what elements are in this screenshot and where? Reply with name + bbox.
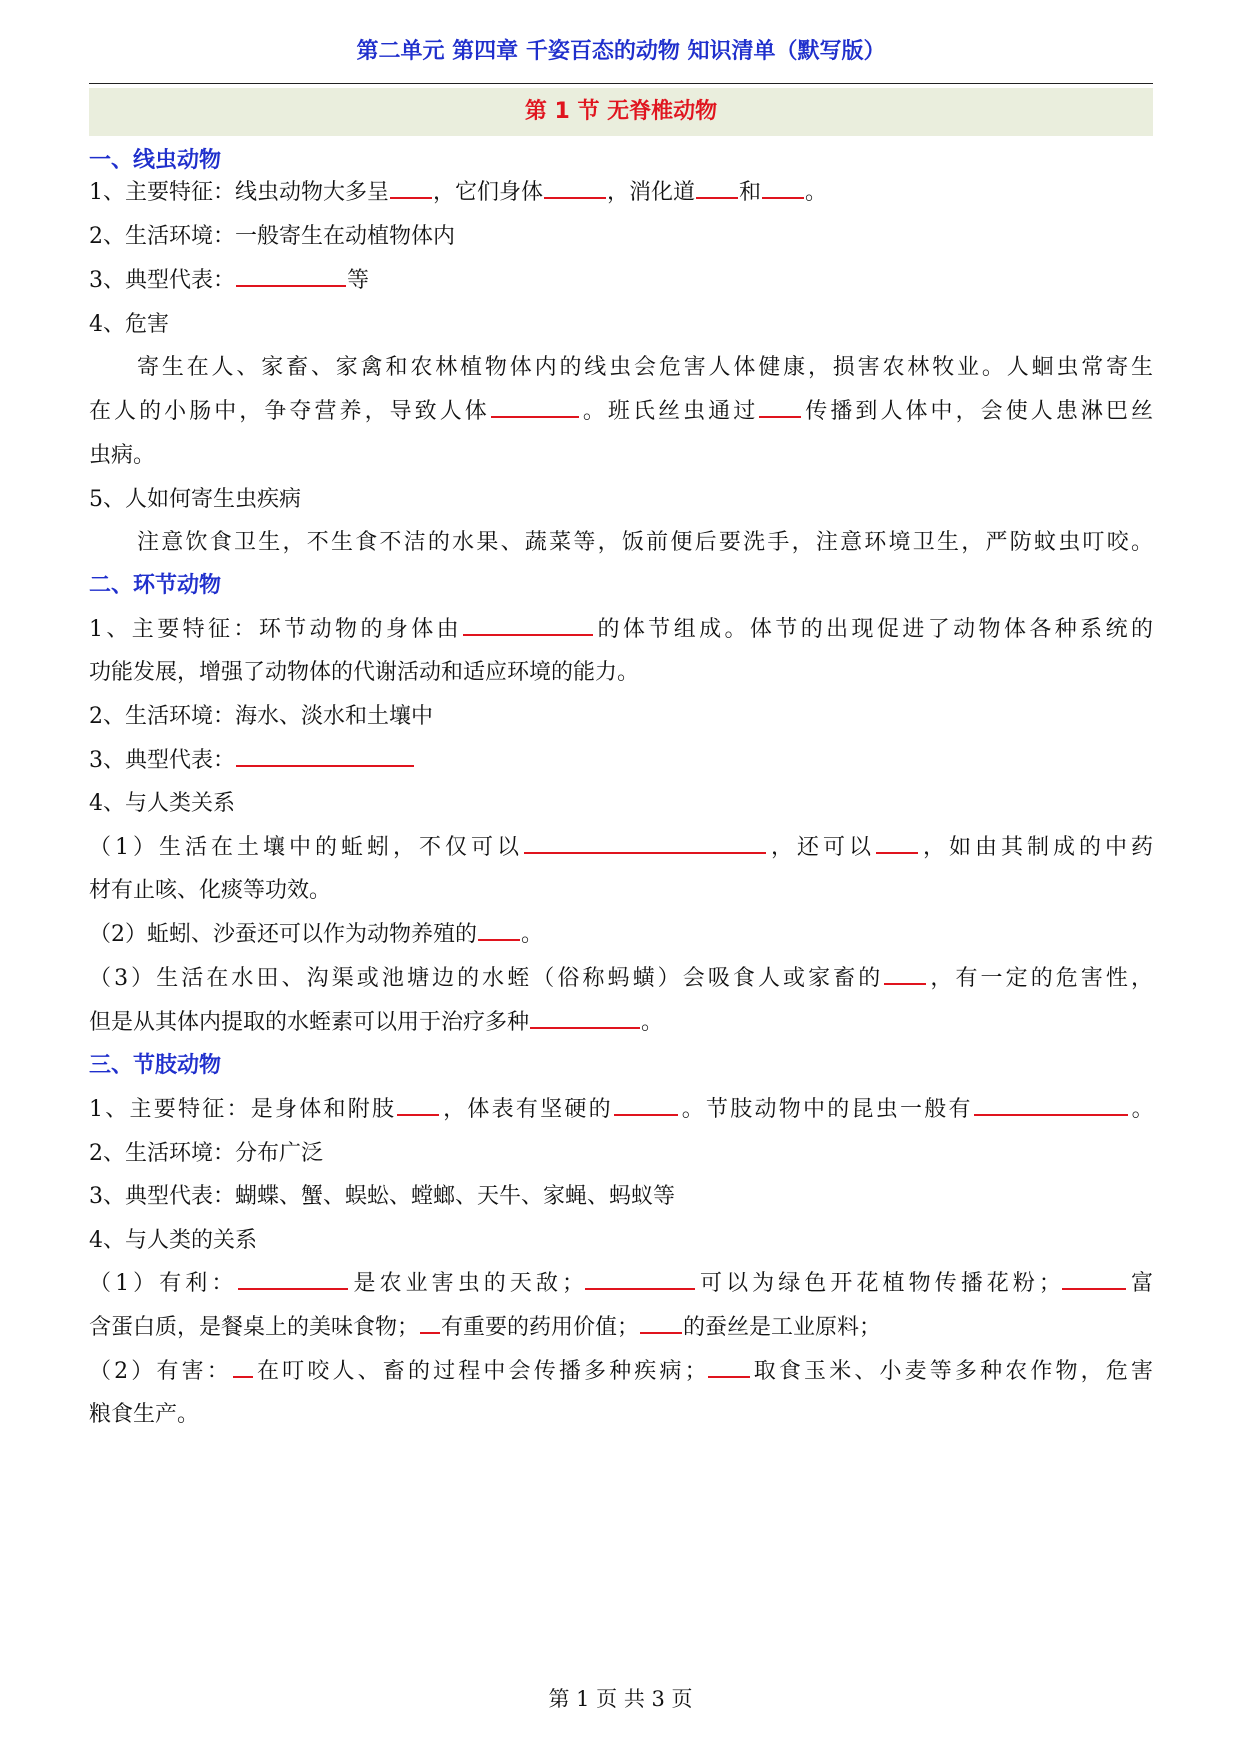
blank[interactable] xyxy=(236,745,414,767)
blank[interactable] xyxy=(876,832,918,854)
s3-line-4: 4、与人类的关系 xyxy=(89,1228,257,1253)
blank[interactable] xyxy=(974,1094,1128,1116)
s3-line-1: 1、主要特征：是身体和附肢 ，体表有坚硬的 。节肢动物中的昆虫一般有 。 xyxy=(89,1092,1153,1123)
s1-paragraph-2: 在人的小肠中，争夺营养，导致人体 。班氏丝虫通过 传播到人体中，会使人患淋巴丝 xyxy=(89,394,1153,425)
s3-paragraph-1: （1）有利： 是农业害虫的天敌； 可以为绿色开花植物传播花粉； 富 xyxy=(89,1266,1153,1297)
blank[interactable] xyxy=(233,1356,253,1378)
s2-paragraph-3: （3）生活在水田、沟渠或池塘边的水蛭（俗称蚂蟥）会吸食人或家畜的 ，有一定的危害性， xyxy=(89,961,1153,992)
blank[interactable] xyxy=(390,177,432,199)
blank[interactable] xyxy=(708,1356,750,1378)
blank[interactable] xyxy=(397,1094,439,1116)
s2-line-4: 4、与人类关系 xyxy=(89,791,235,816)
blank[interactable] xyxy=(238,1268,348,1290)
blank[interactable] xyxy=(585,1268,695,1290)
s1-paragraph-1: 寄生在人、家畜、家禽和农林植物体内的线虫会危害人体健康，损害农林牧业。人蛔虫常寄生 xyxy=(137,355,1153,380)
s2-line-3: 3、典型代表： xyxy=(89,743,1153,774)
blank[interactable] xyxy=(640,1312,682,1334)
blank[interactable] xyxy=(759,396,801,418)
s2-paragraph-2: （2）蚯蚓、沙蚕还可以作为动物养殖的 。 xyxy=(89,917,1153,948)
s3-line-2: 2、生活环境：分布广泛 xyxy=(89,1141,323,1166)
heading-nematodes: 一、线虫动物 xyxy=(89,148,222,173)
s1-line-3: 3、典型代表： 等 xyxy=(89,263,1153,294)
s2-paragraph-1b: 材有止咳、化痰等功效。 xyxy=(89,878,332,903)
s2-line-1b: 功能发展，增强了动物体的代谢活动和适应环境的能力。 xyxy=(89,660,640,685)
blank[interactable] xyxy=(524,832,766,854)
heading-arthropods: 三、节肢动物 xyxy=(89,1053,222,1078)
page-footer: 第 1 页 共 3 页 xyxy=(548,1687,693,1711)
blank[interactable] xyxy=(491,396,579,418)
section-banner: 第 1 节 无脊椎动物 xyxy=(89,88,1153,136)
blank[interactable] xyxy=(884,963,926,985)
blank[interactable] xyxy=(614,1094,678,1116)
blank[interactable] xyxy=(696,177,738,199)
s1-line-5: 5、人如何寄生虫疾病 xyxy=(89,487,301,512)
s2-line-1: 1、主要特征：环节动物的身体由 的体节组成。体节的出现促进了动物体各种系统的 xyxy=(89,612,1153,643)
blank[interactable] xyxy=(236,265,346,287)
blank[interactable] xyxy=(762,177,804,199)
s1-line-2: 2、生活环境：一般寄生在动植物体内 xyxy=(89,224,455,249)
blank[interactable] xyxy=(463,614,593,636)
s1-line-1: 1、主要特征：线虫动物大多呈 ，它们身体 ，消化道 和 。 xyxy=(89,175,1153,206)
blank[interactable] xyxy=(1062,1268,1126,1290)
s1-paragraph-4: 注意饮食卫生，不生食不洁的水果、蔬菜等，饭前便后要洗手，注意环境卫生，严防蚊虫叮咬。 xyxy=(137,530,1153,555)
blank[interactable] xyxy=(544,177,606,199)
s3-paragraph-2: （2）有害： 在叮咬人、畜的过程中会传播多种疾病； 取食玉米、小麦等多种农作物，危害 xyxy=(89,1354,1153,1385)
s3-line-3: 3、典型代表：蝴蝶、蟹、蜈蚣、螳螂、天牛、家蝇、蚂蚁等 xyxy=(89,1184,675,1209)
heading-annelids: 二、环节动物 xyxy=(89,573,222,598)
s2-line-2: 2、生活环境：海水、淡水和土壤中 xyxy=(89,704,433,729)
s3-paragraph-2b: 粮食生产。 xyxy=(89,1402,200,1427)
blank[interactable] xyxy=(478,919,520,941)
s1-line-4: 4、危害 xyxy=(89,312,169,337)
s3-paragraph-1b: 含蛋白质，是餐桌上的美味食物； 有重要的药用价值； 的蚕丝是工业原料； xyxy=(89,1310,1153,1341)
document-title: 第二单元 第四章 千姿百态的动物 知识清单（默写版） xyxy=(356,39,886,64)
s2-paragraph-1: （1）生活在土壤中的蚯蚓，不仅可以 ，还可以 ，如由其制成的中药 xyxy=(89,830,1153,861)
s1-paragraph-3: 虫病。 xyxy=(89,443,156,468)
s2-paragraph-3b: 但是从其体内提取的水蛭素可以用于治疗多种 。 xyxy=(89,1005,1153,1036)
blank[interactable] xyxy=(420,1312,440,1334)
title-divider xyxy=(89,83,1153,84)
blank[interactable] xyxy=(530,1007,640,1029)
